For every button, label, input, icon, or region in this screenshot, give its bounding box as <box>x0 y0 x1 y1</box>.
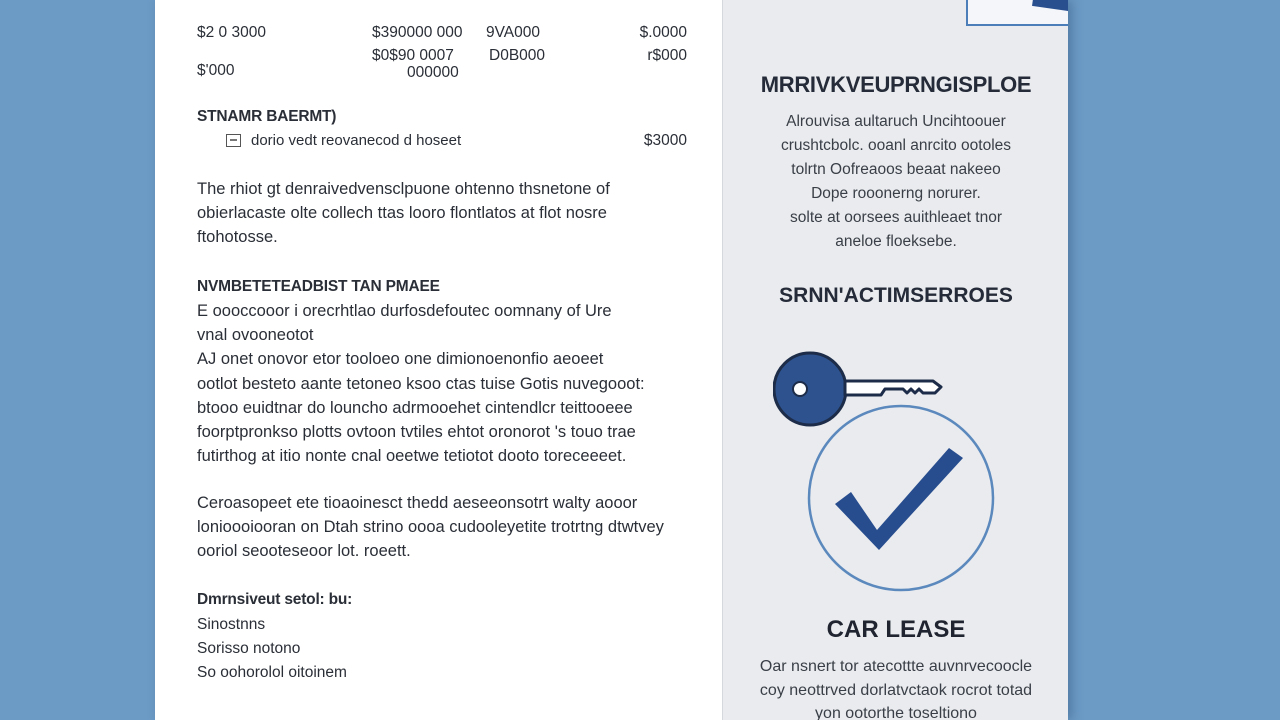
signature-line: So oohorolol oitoinem <box>197 664 347 681</box>
amount-cell: 000000 <box>407 64 459 81</box>
paragraph-line: vnal ovooneotot <box>197 326 314 345</box>
car-lease-title: CAR LEASE <box>826 616 966 643</box>
sidebar-subtitle: SRNN'ACTIMSERROES <box>779 284 1013 307</box>
sidebar-line: crushtcbolc. ooanl anrcito ootoles <box>780 137 1012 154</box>
paragraph-line: foorptpronkso plotts ovtoon tvtiles ehtot oronorot 's touo trae <box>197 423 636 442</box>
paragraph-intro <box>197 177 707 250</box>
paragraph-line: The rhiot gt denraivedvensclpuone ohtenno thsnetone of <box>197 180 610 198</box>
amount-cell: D0B000 <box>489 47 546 64</box>
amount-cell: r$000 <box>647 47 687 64</box>
section-body <box>197 299 707 468</box>
document-main-column <box>155 0 722 720</box>
paragraph-line: E oooccooor i orecrhtlao durfosdefoutec oomnany of Ure <box>197 302 612 320</box>
amount-cell: $'000 <box>197 62 235 79</box>
amount-cell: 9VA000 <box>486 24 541 41</box>
sidebar-line: solte at oorsees auithleaet tnor <box>790 209 1002 226</box>
paragraph-line: ftohotosse. <box>197 228 278 247</box>
paragraph-line: btooo euidtnar do louncho adrmooehet cintendlcr teittooeee <box>197 398 633 417</box>
amount-cell: $.0000 <box>639 24 687 41</box>
summary-heading: STNAMR BAERMT) <box>197 108 337 125</box>
paragraph-line: lonioooiooran on Dtah strino oooa cudooleyetite trotrtng dtwtvey <box>197 518 664 537</box>
summary-checkbox[interactable] <box>226 134 241 147</box>
checkmark-icon <box>803 400 999 596</box>
signature-line: Sinostnns <box>197 616 266 633</box>
summary-item-amount: $3000 <box>643 132 687 149</box>
paragraph-line: obierlacaste olte collech ttas looro flontlatos at flot nosre <box>197 204 607 223</box>
paragraph-line: ooriol seooteseoor lot. roeett. <box>197 542 411 561</box>
paragraph-line: AJ onet onovor etor tooloeo one dimionoenonfio aeoeet <box>197 350 604 369</box>
info-sidebar <box>722 0 1068 720</box>
paragraph-line: Ceroasopeet ete tioaoinesct thedd aeseeonsotrt walty aooor <box>197 494 638 512</box>
sidebar-paragraph <box>723 110 1068 254</box>
sidebar-line: tolrtn Oofreaoos beaat nakeeo <box>791 161 1001 178</box>
summary-item-label: dorio vedt reovanecod d hoseet <box>251 132 462 149</box>
amount-cell: $390000 000 <box>372 24 463 41</box>
sidebar-line: coy neottrved dorlatvctaok rocrot totad <box>759 681 1033 699</box>
sidebar-line: Dope rooonerng norurer. <box>811 185 981 202</box>
car-lease-paragraph <box>723 655 1068 720</box>
sidebar-line: aneloe floeksebe. <box>835 233 957 250</box>
sidebar-line: yon ootorthe toseltiono <box>815 705 977 720</box>
card-icon <box>966 0 1068 26</box>
sidebar-line: Oar nsnert tor atecottte auvnrvecoocle <box>759 658 1033 675</box>
paragraph-line: futirthog at itio nonte cnal oeetwe tetiotot dooto toreceeeet. <box>197 447 627 466</box>
amount-cell: $0$90 0007 <box>372 47 454 64</box>
lease-document <box>155 0 1068 720</box>
paragraph-closing <box>197 491 707 564</box>
amount-cell: $2 0 3000 <box>197 24 266 41</box>
sidebar-title: MRRIVKVEUPRNGISPLOE <box>760 72 1032 97</box>
paragraph-line: ootlot besteto aante tetoneo ksoo ctas tuise Gotis nuvegooot: <box>197 374 645 393</box>
sidebar-line: Alrouvisa aultaruch Uncihtoouer <box>786 113 1006 130</box>
section-heading: NVMBETETEADBIST TAN PMAEE <box>197 278 440 295</box>
signature-heading: Dmrnsiveut setol: bu: <box>197 591 353 608</box>
signature-line: Sorisso notono <box>197 640 301 657</box>
